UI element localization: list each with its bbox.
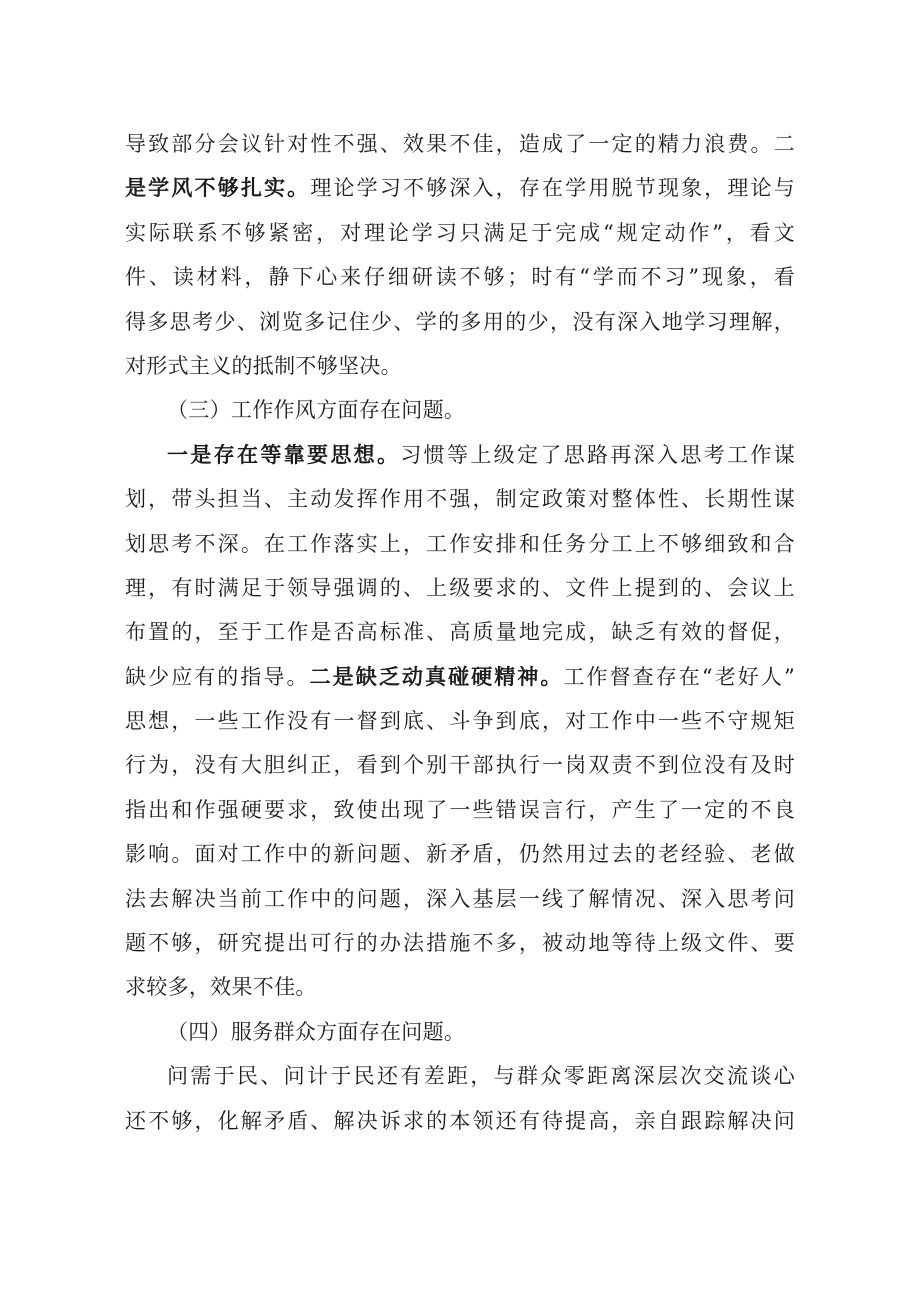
bold-lead-phrase: 是学风不够扎实。 [125,175,311,201]
paragraph-line: 划思考不深。在工作落实上，工作安排和任务分工上不够细致和合 [125,531,795,556]
paragraph-line: 问需于民、问计于民还有差距，与群众零距离深层次交流谈心 [167,1064,795,1089]
bold-lead-phrase: 一是存在等靠要思想。 [167,441,401,467]
paragraph-line: 对形式主义的抵制不够坚决。 [125,353,402,378]
paragraph-line: 导致部分会议针对性不强、效果不佳，造成了一定的精力浪费。二 [125,132,795,156]
paragraph-line: 求较多，效果不佳。 [125,975,317,1000]
paragraph-line: 还不够，化解矛盾、解决诉求的本领还有待提高，亲自跟踪解决问 [125,1108,795,1133]
document-body [125,124,795,1145]
paragraph-line: 思想，一些工作没有一督到底、斗争到底，对工作中一些不守规矩 [125,709,795,734]
paragraph-line: 缺少应有的指导。二是缺乏动真碰硬精神。工作督查存在“老好人” [125,663,795,689]
paragraph-line: 得多思考少、浏览多记住少、学的多用的少，没有深入地学习理解， [125,309,795,334]
paragraph-line: 题不够，研究提出可行的办法措施不多，被动地等待上级文件、要 [125,931,795,956]
bold-lead-phrase: 二是缺乏动真碰硬精神。 [309,663,564,689]
paragraph-line: 件、读材料，静下心来仔细研读不够；时有“学而不习”现象，看 [125,265,795,290]
section-heading: （四）服务群众方面存在问题。 [167,1019,466,1044]
paragraph-line: 指出和作强硬要求，致使出现了一些错误言行，产生了一定的不良 [125,797,795,822]
paragraph-line: 实际联系不够紧密，对理论学习只满足于完成“规定动作”，看文 [125,220,795,245]
paragraph-line: 理，有时满足于领导强调的、上级要求的、文件上提到的、会议上 [125,575,795,600]
paragraph-line: 一是存在等靠要思想。习惯等上级定了思路再深入思考工作谋 [167,441,795,467]
paragraph-line: 影响。面对工作中的新问题、新矛盾，仍然用过去的老经验、老做 [125,842,795,867]
paragraph-line: 布置的，至于工作是否高标准、高质量地完成，缺乏有效的督促， [125,620,795,645]
section-heading: （三）工作作风方面存在问题。 [167,398,466,423]
paragraph-line: 行为，没有大胆纠正，看到个别干部执行一岗双责不到位没有及时 [125,753,795,778]
paragraph-line: 划，带头担当、主动发挥作用不强，制定政策对整体性、长期性谋 [125,487,795,512]
paragraph-line: 是学风不够扎实。理论学习不够深入，存在学用脱节现象，理论与 [125,175,795,201]
paragraph-line: 法去解决当前工作中的问题，深入基层一线了解情况、深入思考问 [125,886,795,911]
